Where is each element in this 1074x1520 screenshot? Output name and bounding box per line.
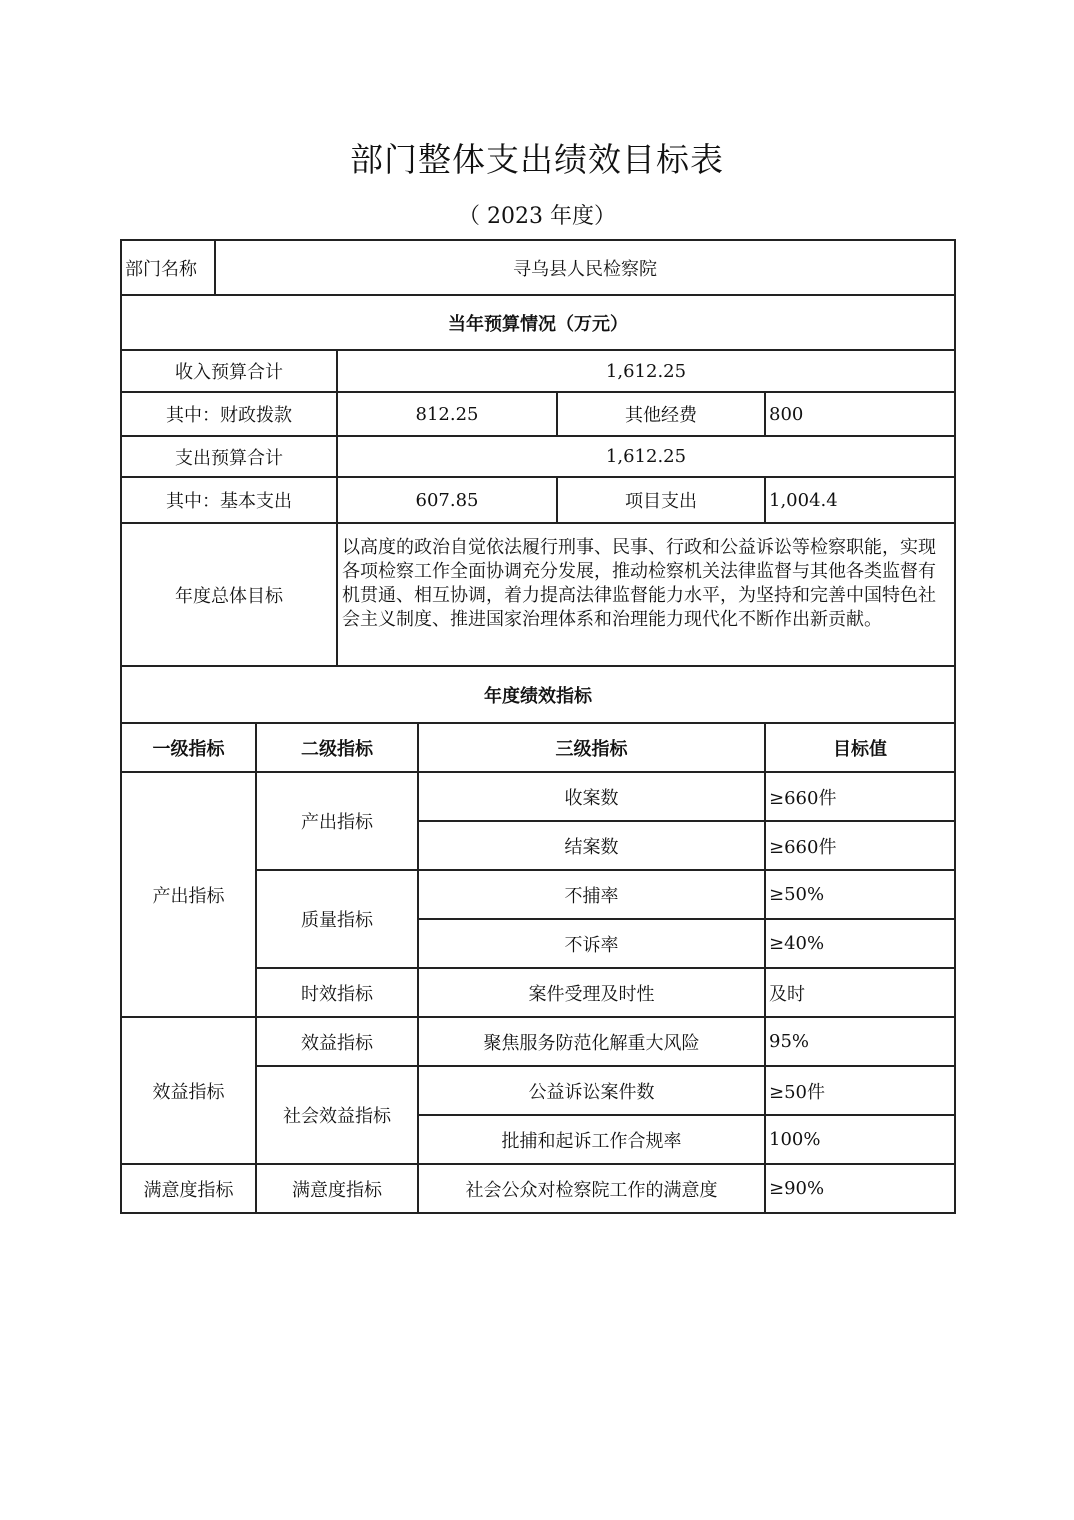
other-funds-value: 800	[765, 392, 955, 436]
indicator-name: 案件受理及时性	[418, 968, 765, 1017]
level2-benefit: 效益指标	[256, 1017, 418, 1066]
expense-total-value: 1,612.25	[337, 436, 955, 477]
annual-goal-label: 年度总体目标	[121, 523, 337, 666]
indicator-target: ≥90%	[765, 1164, 955, 1213]
table-row	[121, 1164, 955, 1213]
indicator-name: 不捕率	[418, 870, 765, 919]
indicator-name: 批捕和起诉工作合规率	[418, 1115, 765, 1164]
indicator-target: 100%	[765, 1115, 955, 1164]
level2-social-benefit: 社会效益指标	[256, 1066, 418, 1164]
indicator-name: 社会公众对检察院工作的满意度	[418, 1164, 765, 1213]
income-total-value: 1,612.25	[337, 350, 955, 392]
basic-expense-label: 其中：基本支出	[121, 477, 337, 523]
expense-total-label: 支出预算合计	[121, 436, 337, 477]
table-row	[121, 1017, 955, 1066]
indicator-target: ≥660件	[765, 772, 955, 821]
fiscal-appropriation-value: 812.25	[337, 392, 557, 436]
income-total-label: 收入预算合计	[121, 350, 337, 392]
department-name-label: 部门名称	[121, 240, 215, 295]
indicator-name: 收案数	[418, 772, 765, 821]
level1-output: 产出指标	[121, 772, 256, 1017]
indicator-target: ≥660件	[765, 821, 955, 870]
indicator-name: 不诉率	[418, 919, 765, 968]
year-label: （ 2023 年度）	[458, 204, 616, 229]
indicator-name: 聚焦服务防范化解重大风险	[418, 1017, 765, 1066]
other-funds-label: 其他经费	[557, 392, 765, 436]
fiscal-appropriation-label: 其中：财政拨款	[121, 392, 337, 436]
level2-satisfaction: 满意度指标	[256, 1164, 418, 1213]
header-target: 目标值	[765, 723, 955, 772]
indicator-target: ≥50%	[765, 870, 955, 919]
performance-target-table	[120, 239, 954, 1214]
annual-goal-text: 以高度的政治自觉依法履行刑事、民事、行政和公益诉讼等检察职能，实现各项检察工作全面协调充分发展，推动检察机关法律监督与其他各类监督有机贯通、相互协调，着力提高法律监督能力水平，为坚持和完善中国特色社会主义制度、推进国家治理体系和治理能力现代化不断作出新贡献。	[337, 523, 955, 666]
indicator-target: 及时	[765, 968, 955, 1017]
level1-satisfaction: 满意度指标	[121, 1164, 256, 1213]
indicators-table	[120, 722, 956, 1214]
budget-section-title: 当年预算情况（万元）	[121, 295, 955, 350]
indicator-target: ≥40%	[765, 919, 955, 968]
department-budget-table	[120, 239, 956, 724]
header-level2: 二级指标	[256, 723, 418, 772]
header-level3: 三级指标	[418, 723, 765, 772]
level1-benefit: 效益指标	[121, 1017, 256, 1164]
indicator-target: ≥50件	[765, 1066, 955, 1115]
department-name-value: 寻乌县人民检察院	[215, 240, 955, 295]
indicator-name: 公益诉讼案件数	[418, 1066, 765, 1115]
table-row	[121, 772, 955, 821]
level2-output: 产出指标	[256, 772, 418, 870]
project-expense-value: 1,004.4	[765, 477, 955, 523]
indicator-target: 95%	[765, 1017, 955, 1066]
project-expense-label: 项目支出	[557, 477, 765, 523]
level2-quality: 质量指标	[256, 870, 418, 968]
basic-expense-value: 607.85	[337, 477, 557, 523]
level2-timeliness: 时效指标	[256, 968, 418, 1017]
indicator-name: 结案数	[418, 821, 765, 870]
indicators-section-title: 年度绩效指标	[121, 666, 955, 723]
page-title: 部门整体支出绩效目标表	[350, 140, 724, 179]
header-level1: 一级指标	[121, 723, 256, 772]
